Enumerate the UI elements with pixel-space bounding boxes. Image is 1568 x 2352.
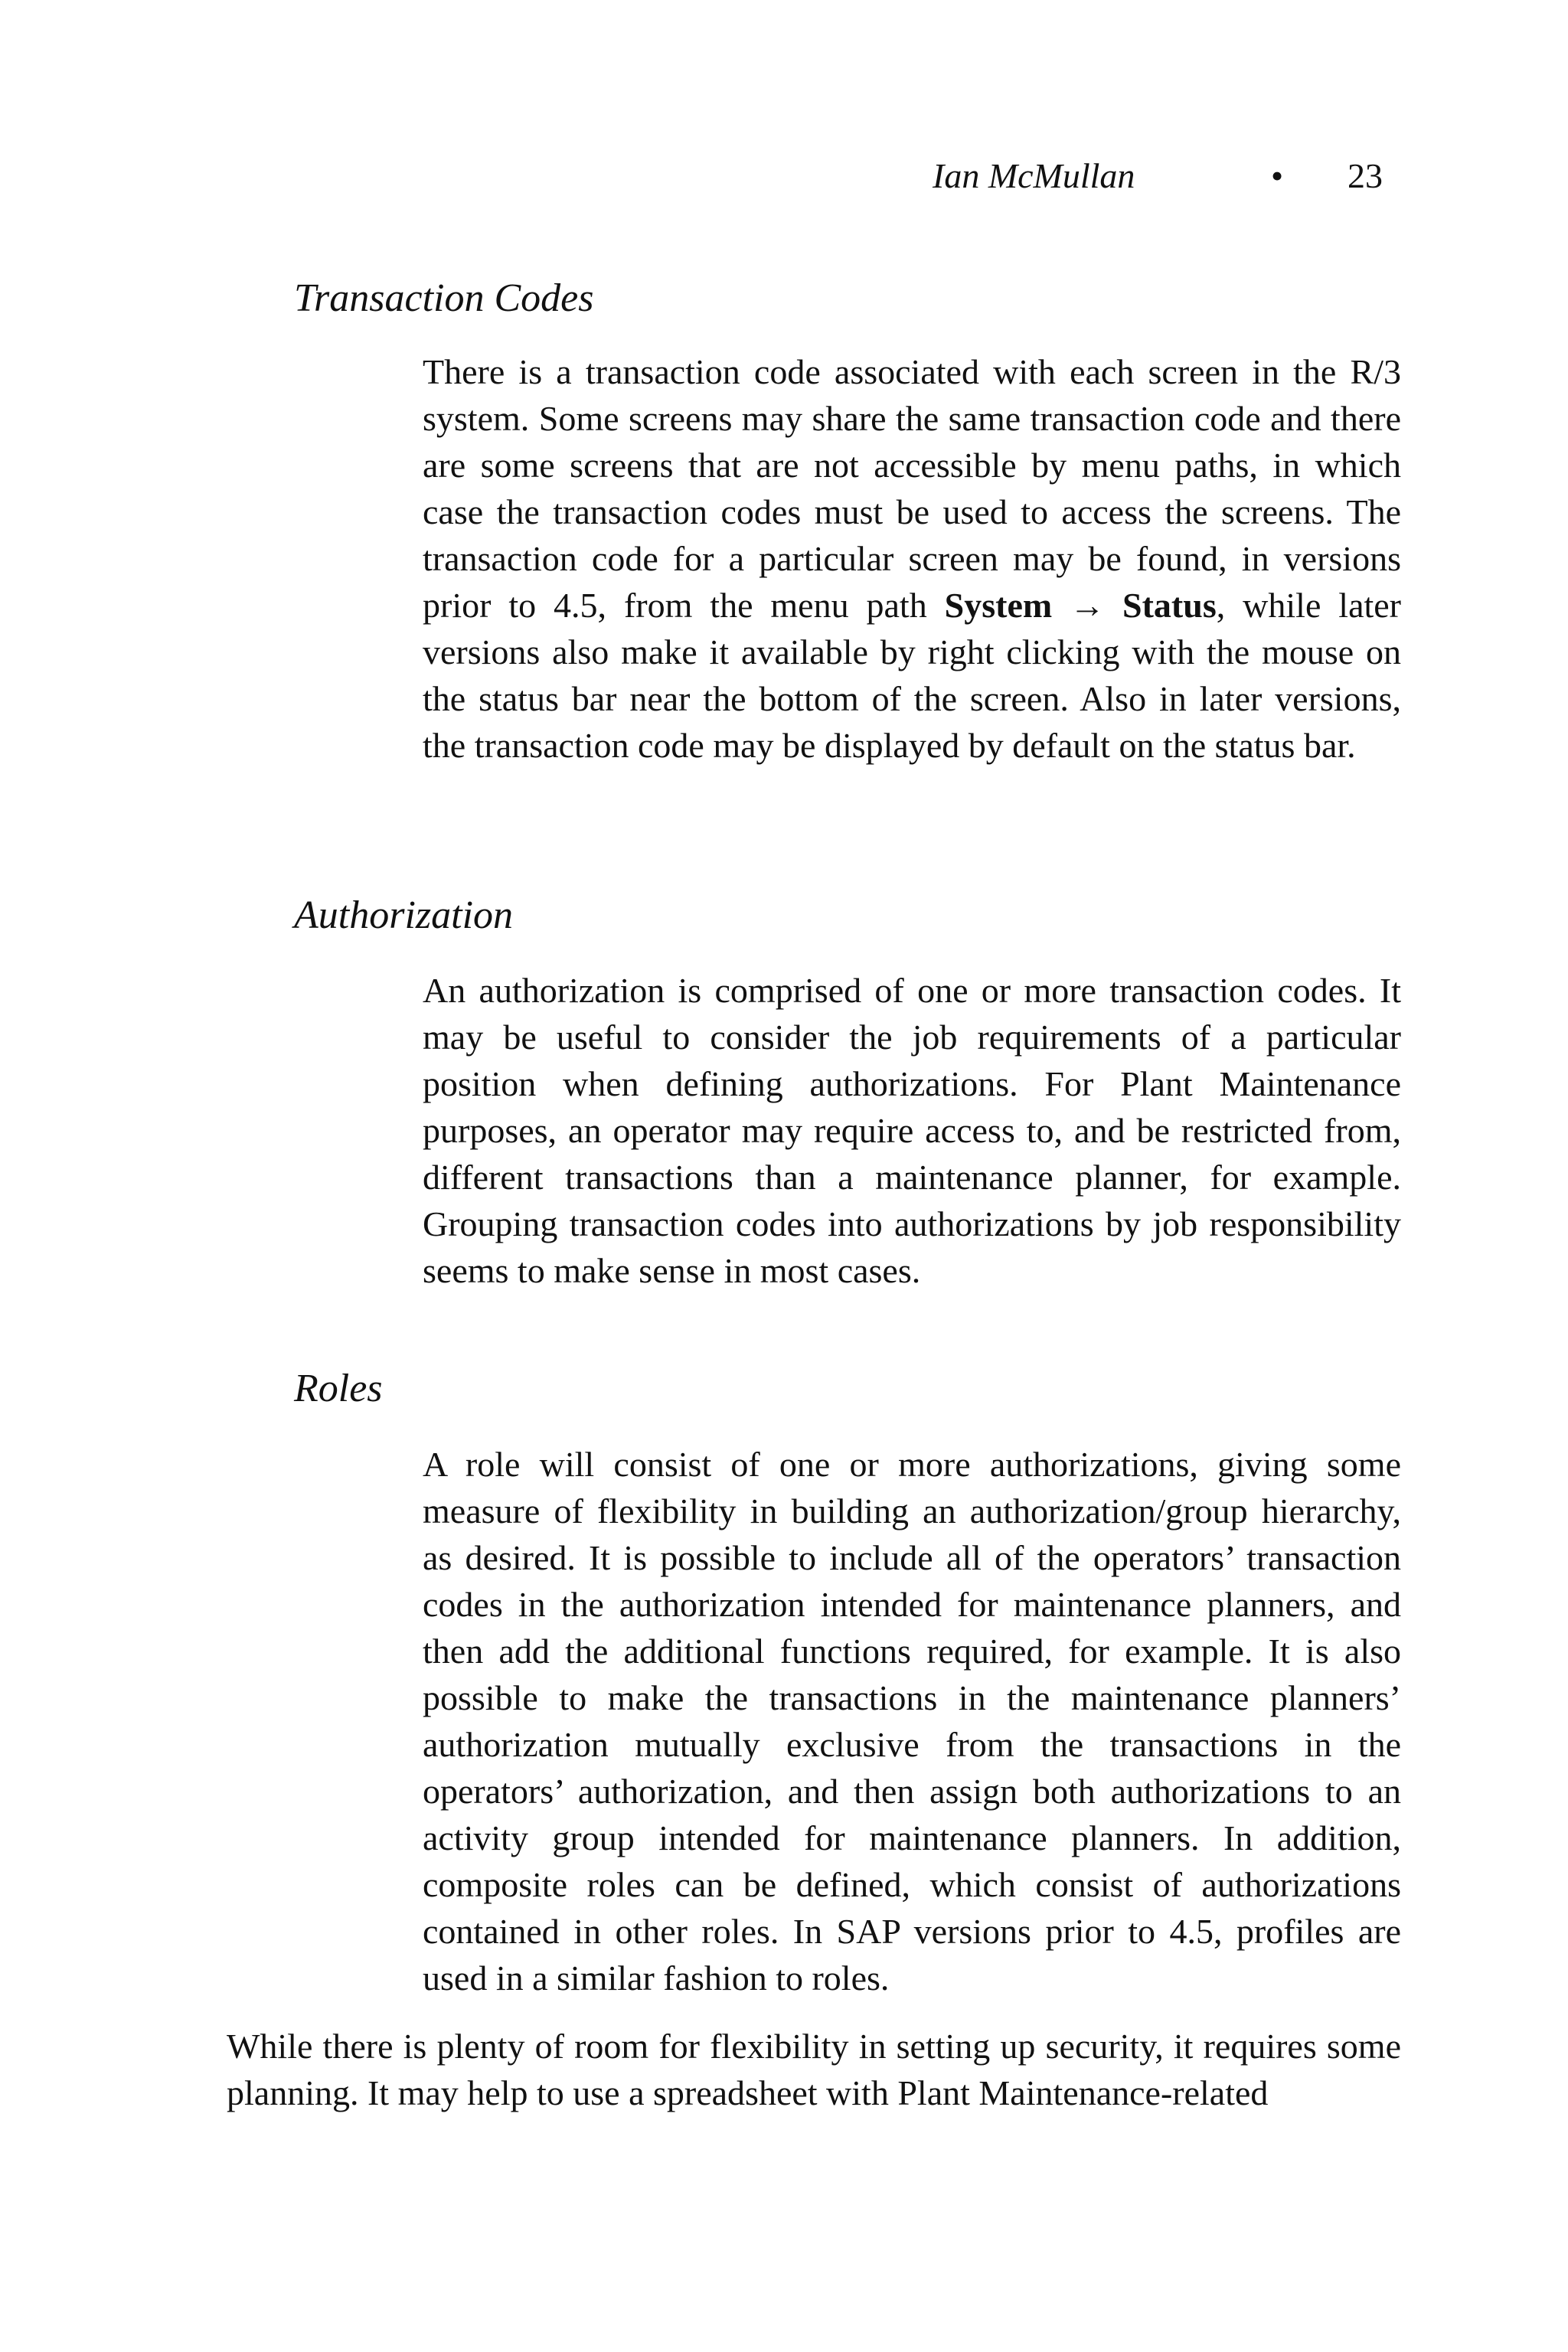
paragraph-text: , while later versions also make it available by right clicking with the mouse on the status bar near the bottom of the screen. Also in later versions, the transaction code may be displayed by default on the status bar. (423, 586, 1401, 765)
section-heading-authorization: Authorization (294, 893, 514, 937)
page-number: 23 (1348, 156, 1383, 195)
running-header-bullet: • (1271, 156, 1284, 195)
paragraph-authorization: An authorization is comprised of one or more transaction codes. It may be useful to consider the job requirements of a particular position when defining authorizations. For Plant Maintenance purposes, an operator may require access to, and be restricted from, different transactions than a maintenance planner, for example. Grouping transaction codes into authorizations by job responsibility seems to make sense in most cases. (423, 971, 1401, 1290)
running-header (0, 153, 1568, 199)
menu-path-status: Status (1122, 586, 1217, 625)
section-heading-transaction-codes: Transaction Codes (294, 276, 594, 320)
paragraph-closing: While there is plenty of room for flexibility in setting up security, it requires some planning. It may help to use a spreadsheet with Plant Maintenance-related (227, 2027, 1401, 2112)
paragraph-roles: A role will consist of one or more authorizations, giving some measure of flexibility in building an authorization/group hierarchy, as desired. It is possible to include all of the operators’ transaction codes in the authorization intended for maintenance planners, and then add the additional functions required, for example. It is also possible to make the transactions in the maintenance planners’ authorization mutually exclusive from the transactions in the operators’ authorization, and then assign both authorizations to an activity group intended for maintenance planners. In addition, composite roles can be defined, which consist of authorizations contained in other roles. In SAP versions prior to 4.5, profiles are used in a similar fashion to roles. (423, 1445, 1401, 1998)
paragraph-text: There is a transaction code associated with each screen in the R/3 system. Some screens may share the same transaction code and there are some screens that are not accessible by menu paths, in which case the transaction codes must be used to access the screens. The transaction code for a particular screen may be found, in versions prior to 4.5, from the menu path (423, 352, 1401, 625)
menu-path-system: System (944, 586, 1053, 625)
running-header-author: Ian McMullan (933, 156, 1135, 195)
paragraph-transaction-codes (423, 348, 1401, 769)
section-heading-roles: Roles (294, 1367, 383, 1410)
right-arrow-icon: → (1070, 586, 1106, 625)
